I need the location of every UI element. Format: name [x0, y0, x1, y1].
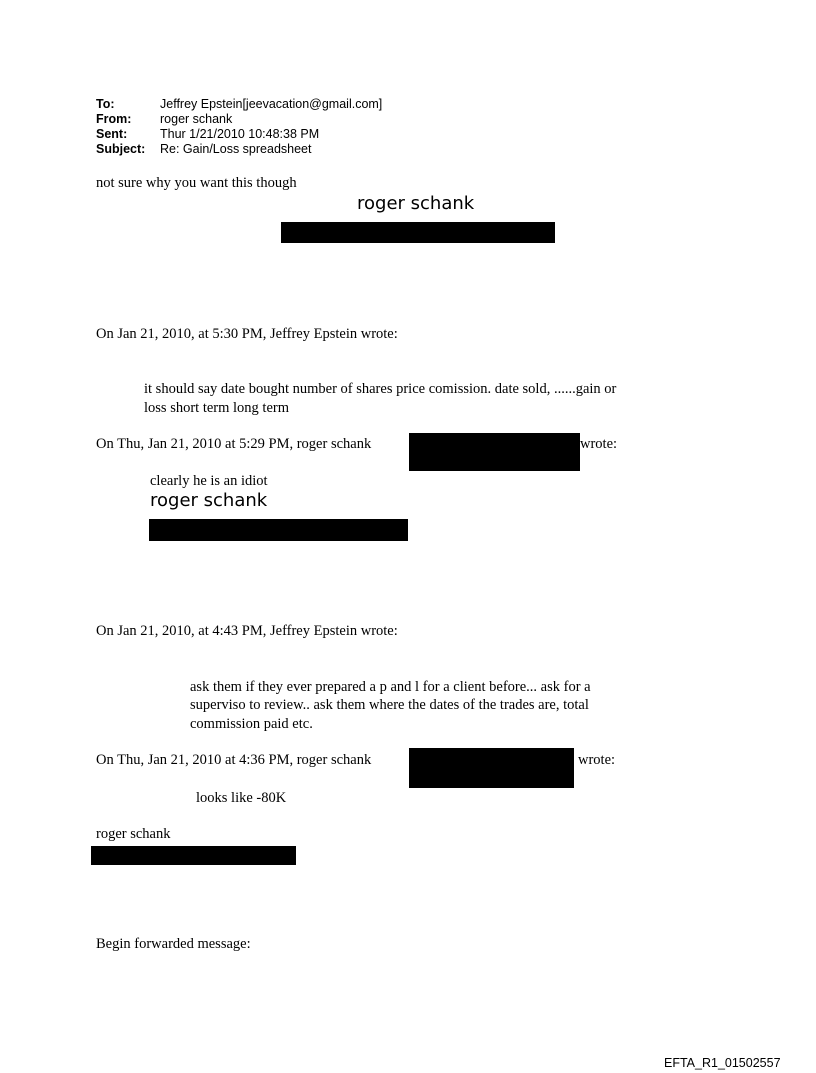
- from-label: From:: [96, 112, 132, 126]
- to-value: Jeffrey Epstein[jeevacation@gmail.com]: [160, 97, 383, 111]
- quote-4-intro: On Thu, Jan 21, 2010 at 4:36 PM, roger schank: [96, 752, 372, 768]
- redaction-block: [409, 433, 580, 471]
- quote-2-intro: On Thu, Jan 21, 2010 at 5:29 PM, roger schank: [96, 436, 372, 452]
- sent-value: Thur 1/21/2010 10:48:38 PM: [160, 127, 320, 141]
- to-label: To:: [96, 97, 115, 111]
- quote-1-line-2: loss short term long term: [144, 400, 289, 416]
- sent-row: [96, 127, 496, 142]
- quote-1-line-1: it should say date bought number of shares price comission. date sold, ......gain or: [144, 381, 617, 397]
- redaction-block: [149, 519, 408, 541]
- from-value: roger schank: [160, 112, 233, 126]
- quote-4-wrote: wrote:: [578, 752, 616, 768]
- document-id: EFTA_R1_01502557: [664, 1056, 781, 1070]
- quote-3-line-2: superviso to review.. ask them where the dates of the trades are, total: [190, 697, 589, 713]
- to-row: [96, 97, 496, 112]
- quote-3-line-1: ask them if they ever prepared a p and l for a client before... ask for a: [190, 679, 591, 695]
- sent-label: Sent:: [96, 127, 128, 141]
- body-line-1: not sure why you want this though: [96, 175, 297, 191]
- redaction-block: [91, 846, 296, 865]
- subject-row: [96, 142, 496, 157]
- quote-2-wrote: wrote:: [580, 436, 618, 452]
- from-row: [96, 112, 496, 127]
- signature-3: roger schank: [96, 826, 171, 842]
- redaction-block: [409, 748, 574, 788]
- signature-2: roger schank: [150, 490, 268, 511]
- forward-note: Begin forwarded message:: [96, 936, 251, 952]
- quote-2-line-1: clearly he is an idiot: [150, 473, 268, 489]
- quote-3-intro: On Jan 21, 2010, at 4:43 PM, Jeffrey Epstein wrote:: [96, 623, 398, 639]
- email-header: [96, 97, 496, 159]
- subject-label: Subject:: [96, 142, 146, 156]
- redaction-block: [281, 222, 555, 243]
- quote-4-line-1: looks like -80K: [196, 790, 287, 806]
- quote-3-line-3: commission paid etc.: [190, 716, 313, 732]
- signature-1: roger schank: [357, 193, 475, 214]
- quote-1-intro: On Jan 21, 2010, at 5:30 PM, Jeffrey Epstein wrote:: [96, 326, 398, 342]
- subject-value: Re: Gain/Loss spreadsheet: [160, 142, 312, 156]
